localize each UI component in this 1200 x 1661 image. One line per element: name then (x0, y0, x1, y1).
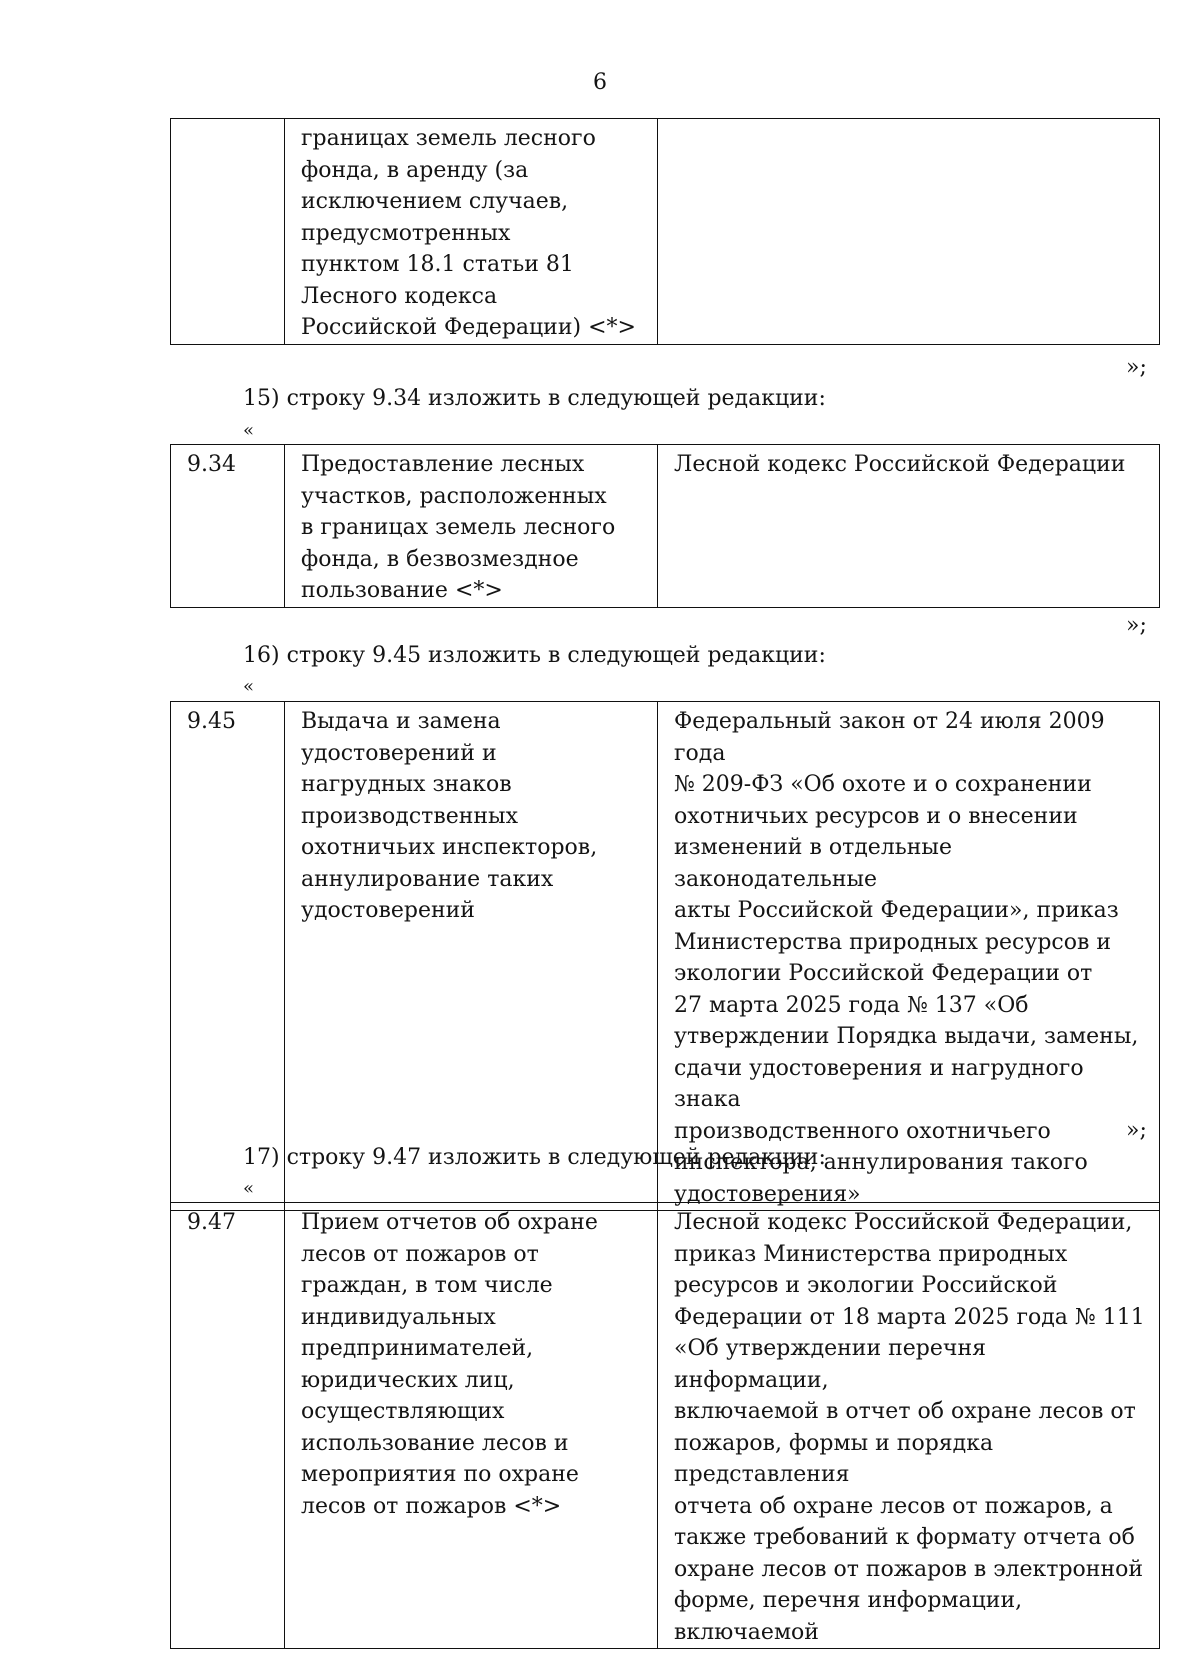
continuation-table (170, 118, 1160, 345)
opening-quote: « (243, 676, 255, 697)
amendment-instruction: 15) строку 9.34 изложить в следующей редакции: (243, 386, 826, 411)
row-number-cell: 9.45 (171, 702, 285, 1211)
page-number: 6 (593, 70, 607, 95)
amendment-table-9-45 (170, 701, 1160, 1211)
opening-quote: « (243, 1178, 255, 1199)
opening-quote: « (243, 420, 255, 441)
closing-quote: »; (1126, 355, 1147, 380)
amendment-instruction: 16) строку 9.45 изложить в следующей редакции: (243, 643, 826, 668)
amendment-instruction: 17) строку 9.47 изложить в следующей редакции: (243, 1145, 826, 1170)
service-name-cell: Предоставление лесных участков, расположенных в границах земель лесного фонда, в безвозмездное пользование <*> (285, 445, 658, 608)
row-number-cell: 9.47 (171, 1203, 285, 1649)
table-row (171, 119, 1160, 345)
service-name-cell: Прием отчетов об охране лесов от пожаров от граждан, в том числе индивидуальных предпринимателей, юридических лиц, осуществляющих использование лесов и мероприятия по охране лесов от пожаров <*> (285, 1203, 658, 1649)
closing-quote: »; (1126, 1118, 1147, 1143)
amendment-table-9-34 (170, 444, 1160, 608)
legal-basis-cell: Федеральный закон от 24 июля 2009 года № 209-ФЗ «Об охоте и о сохранении охотничьих ресурсов и о внесении изменений в отдельные законодательные акты Российской Федерации», приказ Министерства природных ресурсов и экологии Российской Федерации от 27 марта 2025 года № 137 «Об утверждении Порядка выдачи, замены, сдачи удостоверения и нагрудного знака производственного охотничьего инспектора, аннулирования такого удостоверения» (658, 702, 1160, 1211)
closing-quote: »; (1126, 613, 1147, 638)
table-row (171, 1203, 1160, 1649)
amendment-table-9-47 (170, 1202, 1160, 1649)
row-number-cell (171, 119, 285, 345)
row-number-cell: 9.34 (171, 445, 285, 608)
legal-basis-cell: Лесной кодекс Российской Федерации, приказ Министерства природных ресурсов и экологии Российской Федерации от 18 марта 2025 года № 111 «Об утверждении перечня информации, включаемой в отчет об охране лесов от пожаров, формы и порядка представления отчета об охране лесов от пожаров, а также требований к формату отчета об охране лесов от пожаров в электронной форме, перечня информации, включаемой (658, 1203, 1160, 1649)
legal-basis-cell (658, 119, 1160, 345)
table-row (171, 445, 1160, 608)
table-row (171, 702, 1160, 1211)
legal-basis-cell: Лесной кодекс Российской Федерации (658, 445, 1160, 608)
service-name-cell: Выдача и замена удостоверений и нагрудных знаков производственных охотничьих инспекторов, аннулирование таких удостоверений (285, 702, 658, 1211)
service-name-cell: границах земель лесного фонда, в аренду (за исключением случаев, предусмотренных пунктом 18.1 статьи 81 Лесного кодекса Российской Федерации) <*> (285, 119, 658, 345)
